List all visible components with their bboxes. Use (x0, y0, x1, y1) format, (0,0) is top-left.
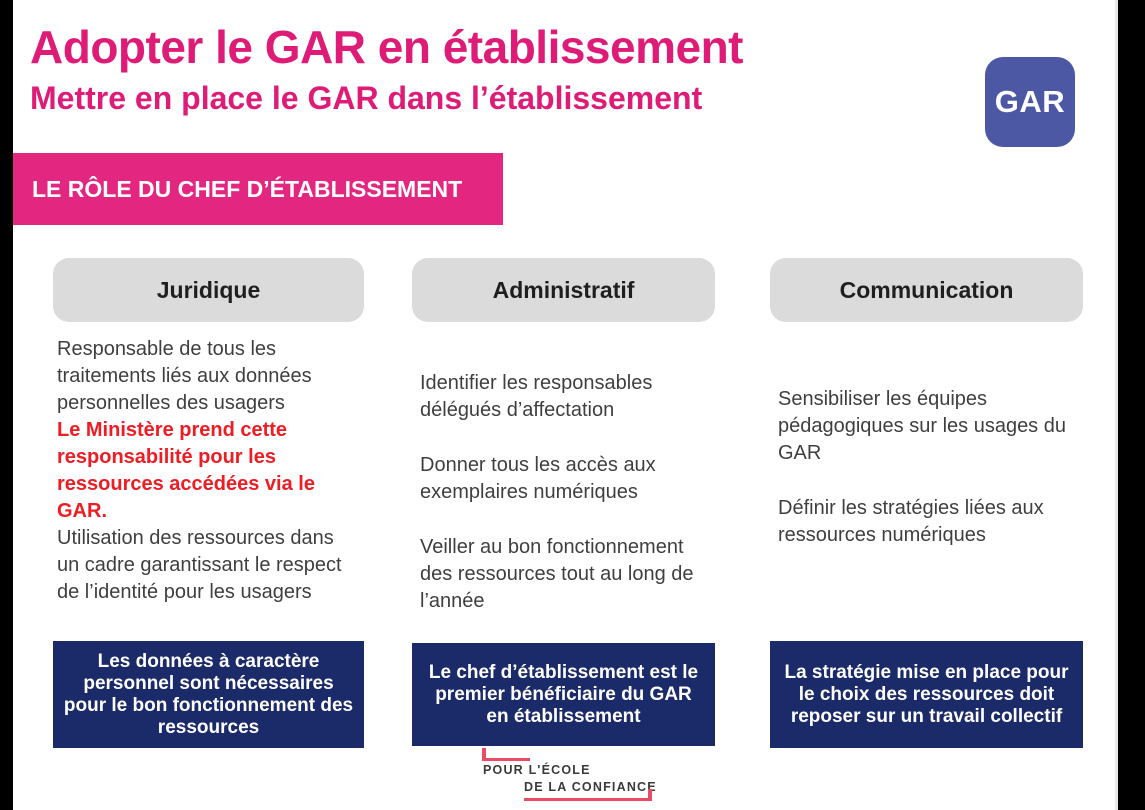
column-footer-juridique (53, 641, 364, 748)
column-title: Communication (839, 276, 1014, 303)
logo-bracket-bottom-icon (524, 789, 652, 801)
column-footer-communication (770, 641, 1083, 748)
footer-text: Les données à caractère personnel sont nécessaires pour le bon fonctionnement des ressources (63, 650, 354, 738)
footer-text: Le chef d’établissement est le premier bénéficiaire du GAR en établissement (428, 661, 699, 727)
column-header-communication (770, 258, 1083, 322)
paragraph: Utilisation des ressources dans un cadre garantissant le respect de l’identité pour les usagers (57, 527, 342, 603)
column-body-administratif (420, 370, 720, 643)
paragraph: Veiller au bon fonctionnement des ressources tout au long de l’année (420, 536, 694, 612)
page-title: Adopter le GAR en établissement (30, 21, 743, 73)
gar-logo-label: GAR (994, 84, 1066, 119)
paragraph-highlight-red: Le Ministère prend cette responsabilité pour les ressources accédées via le GAR. (57, 419, 315, 522)
column-title: Administratif (492, 276, 635, 303)
footer-text: La stratégie mise en place pour le choix des ressources doit reposer sur un travail collectif (784, 661, 1069, 727)
column-body-juridique (57, 336, 357, 606)
section-banner-label: LE RÔLE DU CHEF D’ÉTABLISSEMENT (32, 175, 463, 202)
section-banner (13, 153, 503, 225)
left-black-bar (0, 0, 13, 810)
paragraph: Responsable de tous les traitements liés aux données personnelles des usagers (57, 338, 312, 414)
paragraph: Identifier les responsables délégués d’affectation (420, 372, 653, 421)
paragraph: Sensibiliser les équipes pédagogiques sur les usages du GAR (778, 388, 1066, 464)
logo-bracket-top-icon (482, 748, 530, 761)
ministry-logo-line2: DE LA CONFIANCE (524, 780, 657, 794)
gar-logo (985, 57, 1075, 147)
page-subtitle: Mettre en place le GAR dans l’établissement (30, 80, 703, 116)
ministry-logo-line1: POUR L'ÉCOLE (483, 763, 591, 777)
right-black-bar (1115, 0, 1145, 810)
column-title: Juridique (156, 276, 261, 303)
column-footer-administratif (412, 643, 715, 746)
column-header-juridique (53, 258, 364, 322)
column-body-communication (778, 386, 1088, 577)
paragraph: Donner tous les accès aux exemplaires numériques (420, 454, 656, 503)
paragraph: Définir les stratégies liées aux ressources numériques (778, 497, 1044, 546)
column-header-administratif (412, 258, 715, 322)
